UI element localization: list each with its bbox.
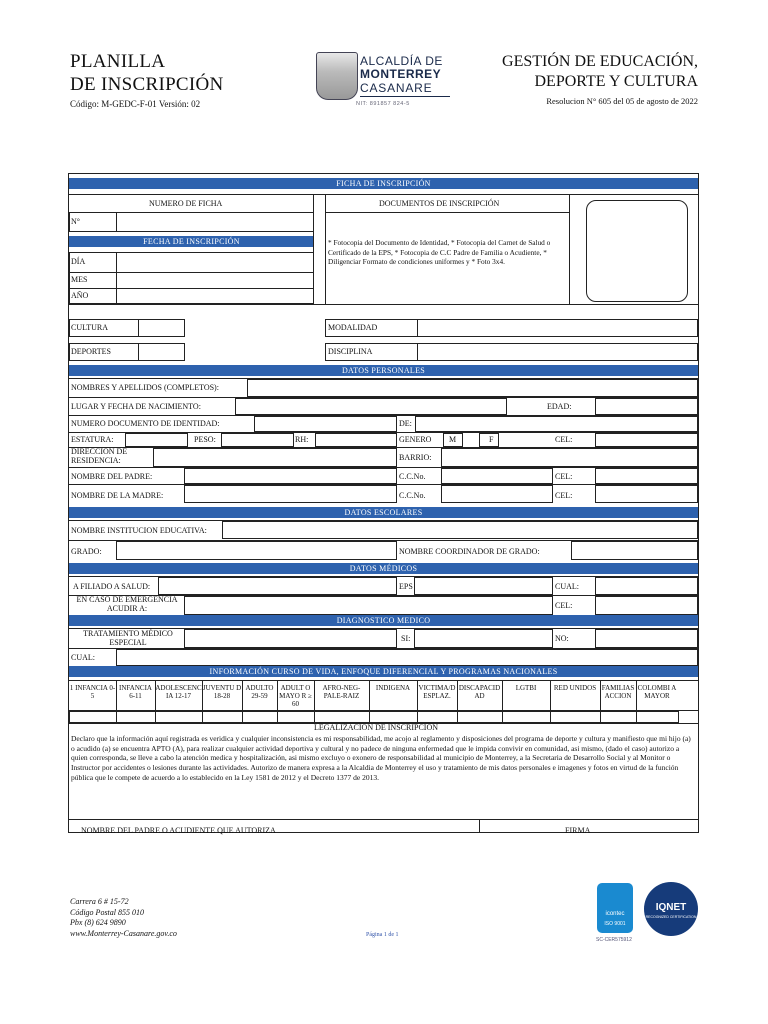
category-checkbox[interactable] <box>550 711 601 723</box>
nombres-input[interactable] <box>247 379 698 397</box>
section-ficha-inscripcion: FICHA DE INSCRIPCIÓN <box>69 178 698 189</box>
documentos-label: DOCUMENTOS DE INSCRIPCIÓN <box>379 199 500 208</box>
title-line-2: DE INSCRIPCIÓN <box>70 74 224 95</box>
grado-label: GRADO: <box>71 547 102 556</box>
phone-text: Pbx (8) 624 9890 <box>70 918 126 927</box>
divider <box>569 194 570 304</box>
category-checkbox[interactable] <box>202 711 243 723</box>
cual2-label: CUAL: <box>71 653 95 662</box>
institucion-label: NOMBRE INSTITUCION EDUCATIVA: <box>71 526 207 535</box>
icontec-text: icontec <box>605 911 625 917</box>
divider <box>502 680 503 710</box>
madre-cc-label: C.C.No. <box>399 491 426 500</box>
category-header: INFANCIA 6-11 <box>119 684 152 700</box>
divider <box>600 680 601 710</box>
padre-autoriza-label: NOMBRE DEL PADRE O ACUDIENTE QUE AUTORIZA <box>81 826 276 835</box>
divider <box>325 194 326 304</box>
divider <box>369 680 370 710</box>
divider <box>636 680 637 710</box>
category-header: JUVENTU D 18-28 <box>202 684 242 700</box>
numero-label: N° <box>71 217 80 226</box>
iso-text: ISO 9001 <box>604 921 626 927</box>
numero-ficha-label: NUMERO DE FICHA <box>149 199 223 208</box>
deportes-label: DEPORTES <box>71 347 111 356</box>
padre-autoriza-input[interactable] <box>329 820 479 832</box>
coordinador-input[interactable] <box>571 541 698 560</box>
page-number: Página 1 de 1 <box>366 932 399 938</box>
divider <box>69 194 698 195</box>
peso-input[interactable] <box>221 433 294 447</box>
genero-f-label: F <box>489 435 494 444</box>
category-checkbox[interactable] <box>369 711 418 723</box>
cultura-label: CULTURA <box>71 323 109 332</box>
direccion-label: DIRECCION DE RESIDENCIA: <box>71 447 128 465</box>
afiliado-label: A FILIADO A SALUD: <box>73 582 151 591</box>
category-header: 1 INFANCIA 0-5 <box>69 684 116 700</box>
cual2-input[interactable] <box>116 649 698 666</box>
deportes-checkbox[interactable] <box>138 343 185 361</box>
barrio-input[interactable] <box>441 448 698 467</box>
disciplina-label: DISCIPLINA <box>328 347 373 356</box>
category-checkbox[interactable] <box>502 711 551 723</box>
madre-label: NOMBRE DE LA MADRE: <box>71 491 164 500</box>
divider <box>155 680 156 710</box>
madre-cc-input[interactable] <box>441 485 553 503</box>
category-header: VICTIMA/D ESPLAZ. <box>418 684 456 700</box>
section-datos-medicos: DATOS MÉDICOS <box>69 563 698 574</box>
divider <box>69 304 698 305</box>
iqnet-text: IQNET <box>655 902 687 913</box>
section-diagnostico: DIAGNOSTICO MEDICO <box>69 615 698 626</box>
divider <box>314 680 315 710</box>
documento-label: NUMERO DOCUMENTO DE IDENTIDAD: <box>71 419 220 428</box>
si-label: SI: <box>401 634 411 643</box>
documento-input[interactable] <box>254 416 397 432</box>
divider <box>325 212 569 213</box>
lugar-fecha-label: LUGAR Y FECHA DE NACIMIENTO: <box>71 402 201 411</box>
anio-input[interactable] <box>117 289 313 303</box>
dia-input[interactable] <box>117 253 313 271</box>
icontec-seal <box>597 883 633 933</box>
documentos-requirements: * Fotocopia del Documento de Identidad, * Fotocopia del Carnet de Salud o Certificado de la EPS, * Fotocopia de C.C Padre de Familia o Acudiente, * Diligenciar Formato de condiciones uniformes y * Foto 3x4. <box>328 238 551 266</box>
genero-label: GENERO <box>399 435 432 444</box>
category-header: ADULT O MAYO R ≥ 60 <box>279 684 312 708</box>
logo-text-3: CASANARE <box>360 81 433 95</box>
firma-input[interactable] <box>599 820 697 832</box>
shield-icon <box>316 52 358 100</box>
category-header: FAMILIAS ACCION <box>601 684 635 700</box>
category-header: RED UNIDOS <box>553 684 597 692</box>
resolution-text: Resolucion N° 605 del 05 de agosto de 2022 <box>546 96 698 106</box>
category-header: DISCAPACID AD <box>458 684 501 700</box>
cel-label: CEL: <box>555 435 573 444</box>
address-text: Carrera 6 # 15-72 <box>70 897 129 906</box>
padre-input[interactable] <box>184 468 397 484</box>
category-header: AFRO-NEG-PALE-RAIZ <box>322 684 361 700</box>
divider <box>242 680 243 710</box>
edad-input[interactable] <box>595 398 698 415</box>
logo-text-2: MONTERREY <box>360 67 442 81</box>
municipality-logo <box>316 52 452 110</box>
modalidad-input[interactable] <box>417 319 698 337</box>
emergencia-label: EN CASO DE EMERGENCIA ACUDIR A: <box>76 595 178 613</box>
direccion-input[interactable] <box>153 448 397 467</box>
category-header: ADULTO 29-59 <box>245 684 274 700</box>
section-info-curso: INFORMACIÓN CURSO DE VIDA, ENFOQUE DIFERENCIAL Y PROGRAMAS NACIONALES <box>69 666 698 677</box>
genero-m-label: M <box>449 435 457 444</box>
section-fecha-inscripcion: FECHA DE INSCRIPCIÓN <box>69 236 314 247</box>
iqnet-subtext: RECOGNIZED CERTIFICATION <box>645 915 697 919</box>
padre-cel-label: CEL: <box>555 472 573 481</box>
padre-cc-label: C.C.No. <box>399 472 426 481</box>
nombres-label: NOMBRES Y APELLIDOS (COMPLETOS): <box>71 383 219 392</box>
legal-declaration: Declaro que la información aquí registrada es veridica y cualquier inconsistencia es mi responsabilidad, me acojo al reglamento y disposiciones del programa de deporte y cultura y manifiesto que mi hijo (a) o acudido (a) se encuentra APTO (A), para realizar cualquier actividad deportiva y cultural y no padece de ninguna enfermedad que le impida convivir en comunidad, asi mismo, (dado el caso) autorizo a quien corresponda, se lleve a cabo la atención medica y hospitalización, asi mismo excluyo o exonero de responsabilidad al municipio de Monterrey, a la Secretaria de Desarrollo Social y al Monitor o Instructor por accidentes o lesiones durante las actividades. Autorizo de manera expresa a la Alcaldia de Monterrey el uso y tratamiento de mis datos personales e imagenes y fotos en virtud de la función pública que le compete de acuerdo a lo establecido en la Ley 1581 de 2012 y el Decreto 1377 de 2013. <box>71 734 691 782</box>
emergencia-cel-label: CEL: <box>555 601 573 610</box>
divider <box>417 680 418 710</box>
cel-input[interactable] <box>595 433 698 447</box>
firma-label: FIRMA <box>565 826 591 835</box>
category-checkbox[interactable] <box>242 711 278 723</box>
rh-input[interactable] <box>315 433 397 447</box>
category-checkbox[interactable] <box>314 711 370 723</box>
madre-cel-input[interactable] <box>595 485 698 503</box>
barrio-label: BARRIO: <box>399 453 432 462</box>
divider <box>479 819 480 832</box>
afiliado-input[interactable] <box>158 577 397 595</box>
institucion-input[interactable] <box>222 521 698 539</box>
madre-input[interactable] <box>184 485 397 503</box>
modalidad-label: MODALIDAD <box>328 323 378 332</box>
no-label: NO: <box>555 634 569 643</box>
edad-label: EDAD: <box>547 402 572 411</box>
category-header: ADOLESCENC IA 12-17 <box>155 684 202 700</box>
estatura-input[interactable] <box>125 433 188 447</box>
tratamiento-input[interactable] <box>184 629 397 648</box>
section-datos-escolares: DATOS ESCOLARES <box>69 507 698 518</box>
department-line-2: DEPORTE Y CULTURA <box>534 73 698 90</box>
emergencia-cel-input[interactable] <box>595 596 698 615</box>
category-header: LGTBI <box>515 684 537 692</box>
website-text: www.Monterrey-Casanare.gov.co <box>70 928 177 938</box>
section-datos-personales: DATOS PERSONALES <box>69 365 698 376</box>
estatura-label: ESTATURA: <box>71 435 114 444</box>
disciplina-input[interactable] <box>417 343 698 361</box>
grado-input[interactable] <box>116 541 397 560</box>
department-heading <box>502 52 698 107</box>
category-checkbox[interactable] <box>457 711 503 723</box>
category-checkbox[interactable] <box>600 711 637 723</box>
certificate-code: SC-CER575912 <box>596 937 632 943</box>
logo-text-1: ALCALDÍA DE <box>360 54 443 68</box>
padre-cel-input[interactable] <box>595 468 698 484</box>
numero-ficha-input[interactable] <box>116 213 314 232</box>
document-code: Código: M-GEDC-F-01 Versión: 02 <box>70 99 201 109</box>
category-checkbox[interactable] <box>116 711 156 723</box>
categories-row <box>69 680 698 710</box>
category-checkbox[interactable] <box>417 711 458 723</box>
department-line-1: GESTIÓN DE EDUCACIÓN, <box>502 53 698 70</box>
padre-cc-input[interactable] <box>441 468 553 484</box>
dia-label: DÍA <box>71 257 86 266</box>
eps-input[interactable] <box>414 577 553 595</box>
madre-cel-label: CEL: <box>555 491 573 500</box>
tratamiento-label: TRATAMIENTO MÉDICO ESPECIAL <box>83 629 173 647</box>
title-line-1: PLANILLA <box>70 51 166 72</box>
iqnet-seal <box>644 882 698 936</box>
peso-label: PESO: <box>194 435 216 444</box>
logo-divider <box>360 96 450 97</box>
divider <box>116 680 117 710</box>
rh-label: RH: <box>295 435 309 444</box>
cual-input[interactable] <box>595 577 698 595</box>
legalizacion-title: LEGALIZACION DE INSCRIPCION <box>314 723 438 732</box>
no-input[interactable] <box>595 629 698 648</box>
cultura-checkbox[interactable] <box>138 319 185 337</box>
cual-label: CUAL: <box>555 582 579 591</box>
photo-placeholder[interactable] <box>586 200 688 302</box>
contact-info <box>70 897 177 939</box>
anio-label: AÑO <box>71 291 89 300</box>
category-checkbox[interactable] <box>636 711 679 723</box>
coordinador-label: NOMBRE COORDINADOR DE GRADO: <box>399 547 540 556</box>
category-checkbox[interactable] <box>69 711 117 723</box>
mes-label: MES <box>71 275 88 284</box>
category-checkbox[interactable] <box>155 711 203 723</box>
category-header: COLOMBI A MAYOR <box>637 684 677 700</box>
lugar-fecha-input[interactable] <box>235 398 507 415</box>
padre-label: NOMBRE DEL PADRE: <box>71 472 153 481</box>
divider <box>457 680 458 710</box>
divider <box>550 680 551 710</box>
categories-checkbox-row <box>69 711 698 723</box>
logo-nit: NIT: 891857 824-5 <box>356 101 410 107</box>
de-label: DE: <box>399 419 412 428</box>
registration-form <box>68 173 699 833</box>
si-input[interactable] <box>414 629 553 648</box>
category-checkbox[interactable] <box>277 711 315 723</box>
divider <box>277 680 278 710</box>
mes-input[interactable] <box>117 273 313 287</box>
de-input[interactable] <box>415 416 698 432</box>
divider <box>202 680 203 710</box>
document-title <box>70 50 224 110</box>
category-header: INDIGENA <box>375 684 411 692</box>
eps-label: EPS <box>399 582 413 591</box>
divider <box>313 194 314 304</box>
postal-code-text: Código Postal 855 010 <box>70 907 145 917</box>
emergencia-input[interactable] <box>184 596 553 615</box>
